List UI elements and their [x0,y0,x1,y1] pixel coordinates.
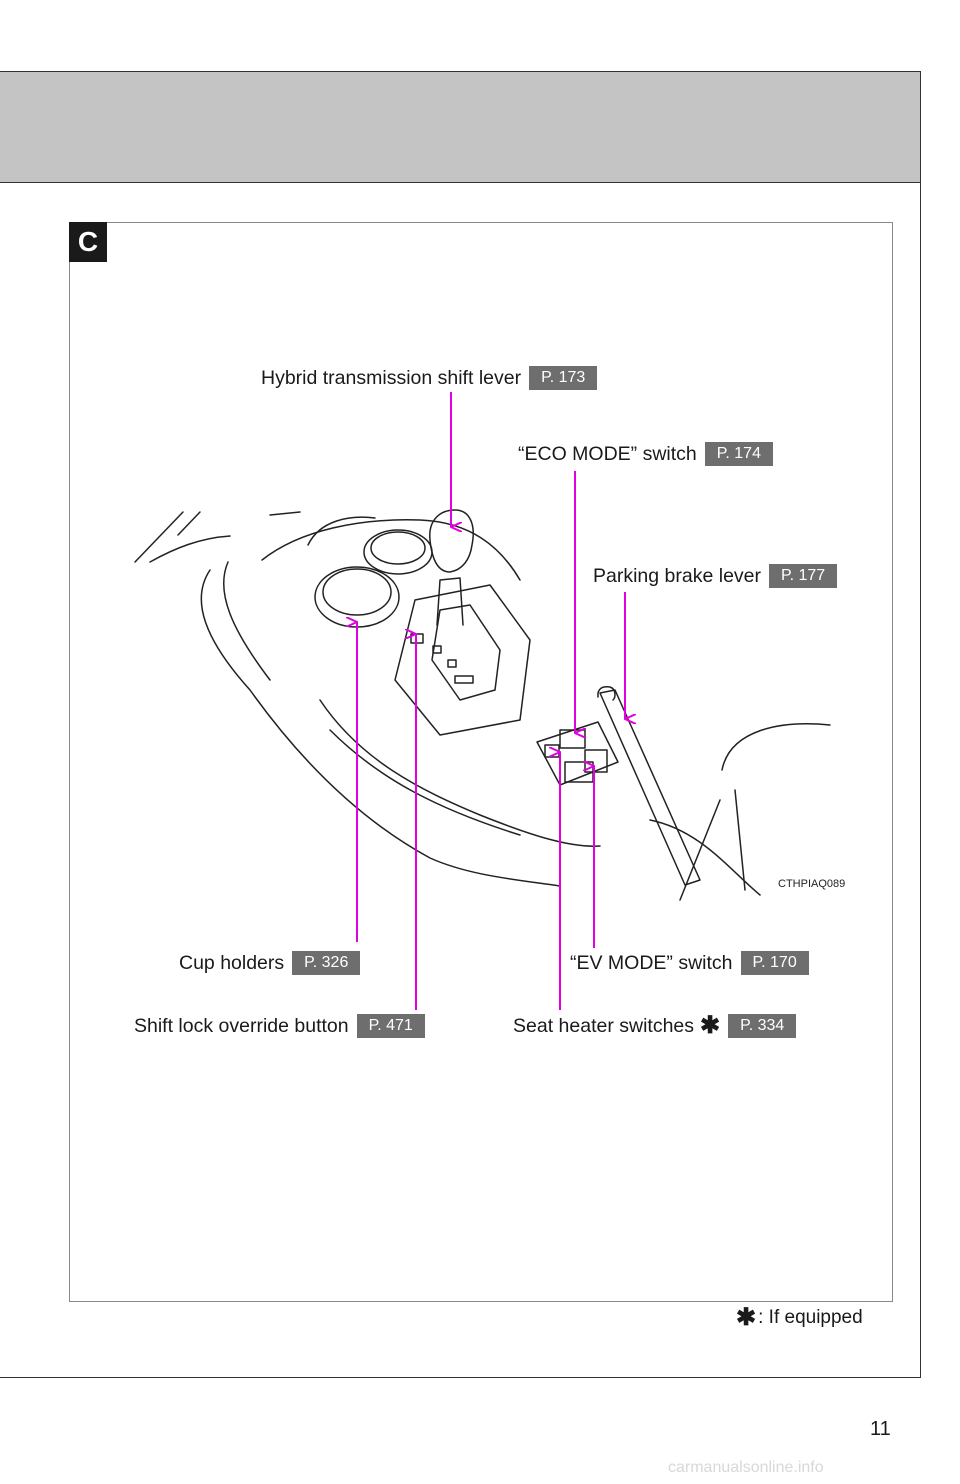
illustration-code: CTHPIAQ089 [778,878,846,890]
callout-label: Shift lock override button [134,1014,349,1037]
callout-label: “EV MODE” switch [570,951,733,974]
callout-cup-holders [179,951,360,975]
section-tab: C [69,222,107,262]
callout-label: Cup holders [179,951,285,974]
page-ref-badge[interactable]: P. 177 [769,564,837,588]
callout-label: Parking brake lever [593,564,761,587]
callout-parking-brake [593,564,837,588]
footnote [736,1306,863,1330]
callout-ev-mode [570,951,809,975]
page-number: 11 [870,1418,891,1440]
callout-label: Hybrid transmission shift lever [261,366,522,389]
callout-shift-lock [134,1014,425,1038]
if-equipped-marker-icon: ✱ [700,1012,721,1039]
footnote-text: : If equipped [758,1307,863,1328]
asterisk-icon: ✱ [736,1304,757,1331]
watermark: carmanualsonline.info [668,1459,824,1476]
page-ref-badge[interactable]: P. 170 [741,951,809,975]
page-ref-badge[interactable]: P. 326 [292,951,360,975]
page-ref-badge[interactable]: P. 174 [705,442,773,466]
callout-label: “ECO MODE” switch [518,442,697,465]
callout-eco-mode [518,442,773,466]
page-ref-badge[interactable]: P. 334 [728,1014,796,1038]
callout-shift-lever [261,366,597,390]
page-ref-badge[interactable]: P. 471 [357,1014,425,1038]
callout-label: Seat heater switches [513,1014,695,1037]
page-ref-badge[interactable]: P. 173 [529,366,597,390]
callout-seat-heater [513,1014,796,1038]
